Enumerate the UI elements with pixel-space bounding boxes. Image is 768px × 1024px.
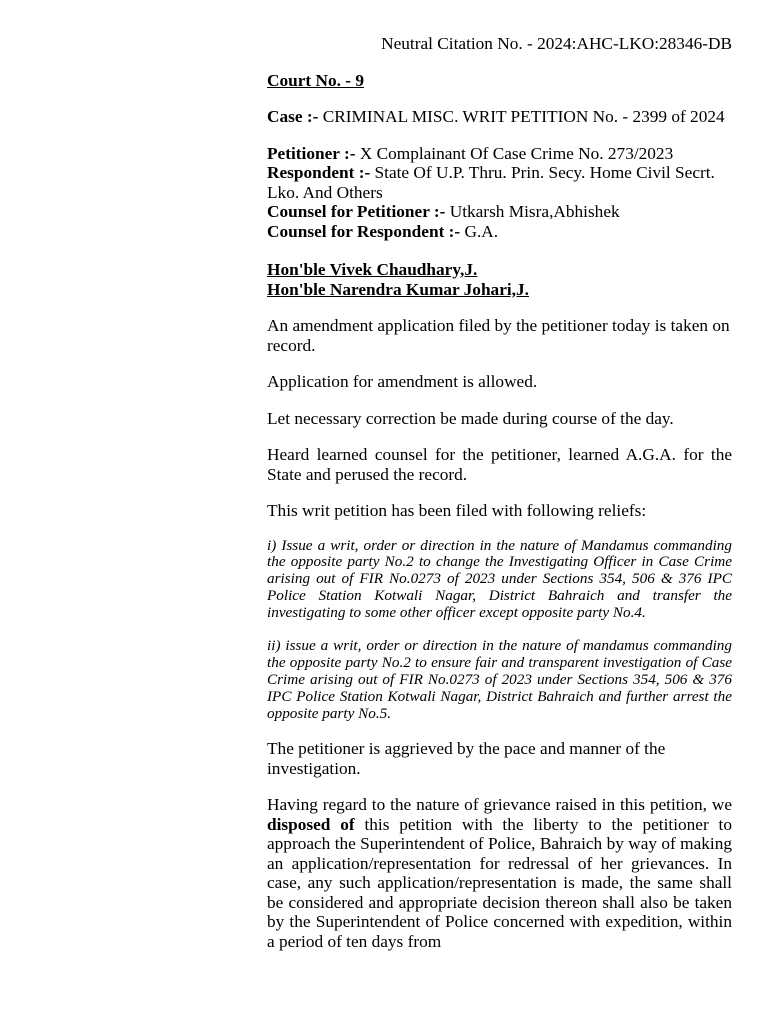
counsel-respondent-value: G.A.	[464, 221, 499, 241]
relief-item: ii) issue a writ, order or direction in the nature of mandamus commanding the opposite party No.2 to ensure fair and transparent investigation of Case Crime arising out of FIR No.0273 of 2023 under Sections 354, 506 & 376 IPC Police Station Kotwali Nagar, District Bahraich and further arrest the opposite party No.5.	[267, 637, 732, 722]
counsel-petitioner-line	[267, 202, 732, 222]
order-paragraph: This writ petition has been filed with following reliefs:	[267, 501, 647, 520]
case-label: Case :-	[267, 107, 319, 126]
parties-block	[267, 144, 732, 242]
counsel-respondent-label: Counsel for Respondent :-	[267, 221, 461, 241]
order-paragraph: Let necessary correction be made during course of the day.	[267, 408, 674, 428]
counsel-respondent-line	[267, 222, 732, 242]
order-paragraph: An amendment application filed by the petitioner today is taken on record.	[267, 316, 730, 355]
counsel-petitioner-value: Utkarsh Misra,Abhishek	[449, 202, 620, 221]
order-paragraph: Application for amendment is allowed.	[267, 372, 538, 391]
petitioner-value: X Complainant Of Case Crime No. 273/2023	[359, 143, 674, 163]
case-value: CRIMINAL MISC. WRIT PETITION No. - 2399 of 2024	[322, 107, 725, 126]
disposal-bold-text: disposed of	[267, 814, 355, 834]
case-line	[267, 107, 732, 127]
court-number: Court No. - 9	[267, 70, 364, 90]
neutral-citation: Neutral Citation No. - 2024:AHC-LKO:28346-DB	[381, 34, 732, 53]
respondent-value: State Of U.P. Thru. Prin. Secy. Home Civil Secrt. Lko. And Others	[267, 163, 715, 202]
petitioner-line	[267, 144, 732, 164]
disposal-paragraph	[267, 795, 732, 951]
order-paragraph: The petitioner is aggrieved by the pace and manner of the investigation.	[267, 739, 666, 778]
respondent-line	[267, 163, 732, 202]
order-paragraph: Heard learned counsel for the petitioner, learned A.G.A. for the State and perused the record.	[267, 445, 732, 484]
counsel-petitioner-label: Counsel for Petitioner :-	[267, 202, 446, 221]
disposal-text-start: Having regard to the nature of grievance raised in this petition, we	[267, 795, 732, 815]
bench-block	[267, 260, 732, 299]
judge-name: Hon'ble Narendra Kumar Johari,J.	[267, 279, 529, 299]
disposal-text-end: this petition with the liberty to the petitioner to approach the Superintendent of Police, Bahraich by way of making an application/representation for redressal of her grievances. In case, any such application/representation is made, the same shall be considered and appropriate decision thereon shall also be taken by the Superintendent of Police concerned with expedition, within a period of ten days from	[267, 814, 732, 951]
relief-item: i) Issue a writ, order or direction in the nature of Mandamus commanding the opposite party No.2 to change the Investigating Officer in Case Crime arising out of FIR No.0273 of 2023 under Sections 354, 506 & 376 IPC Police Station Kotwali Nagar, District Bahraich and transfer the investigating to some other officer except opposite party No.4.	[267, 536, 732, 621]
judge-name: Hon'ble Vivek Chaudhary,J.	[267, 260, 478, 279]
document-page	[267, 34, 732, 968]
petitioner-label: Petitioner :-	[267, 143, 356, 163]
respondent-label: Respondent :-	[267, 163, 371, 182]
